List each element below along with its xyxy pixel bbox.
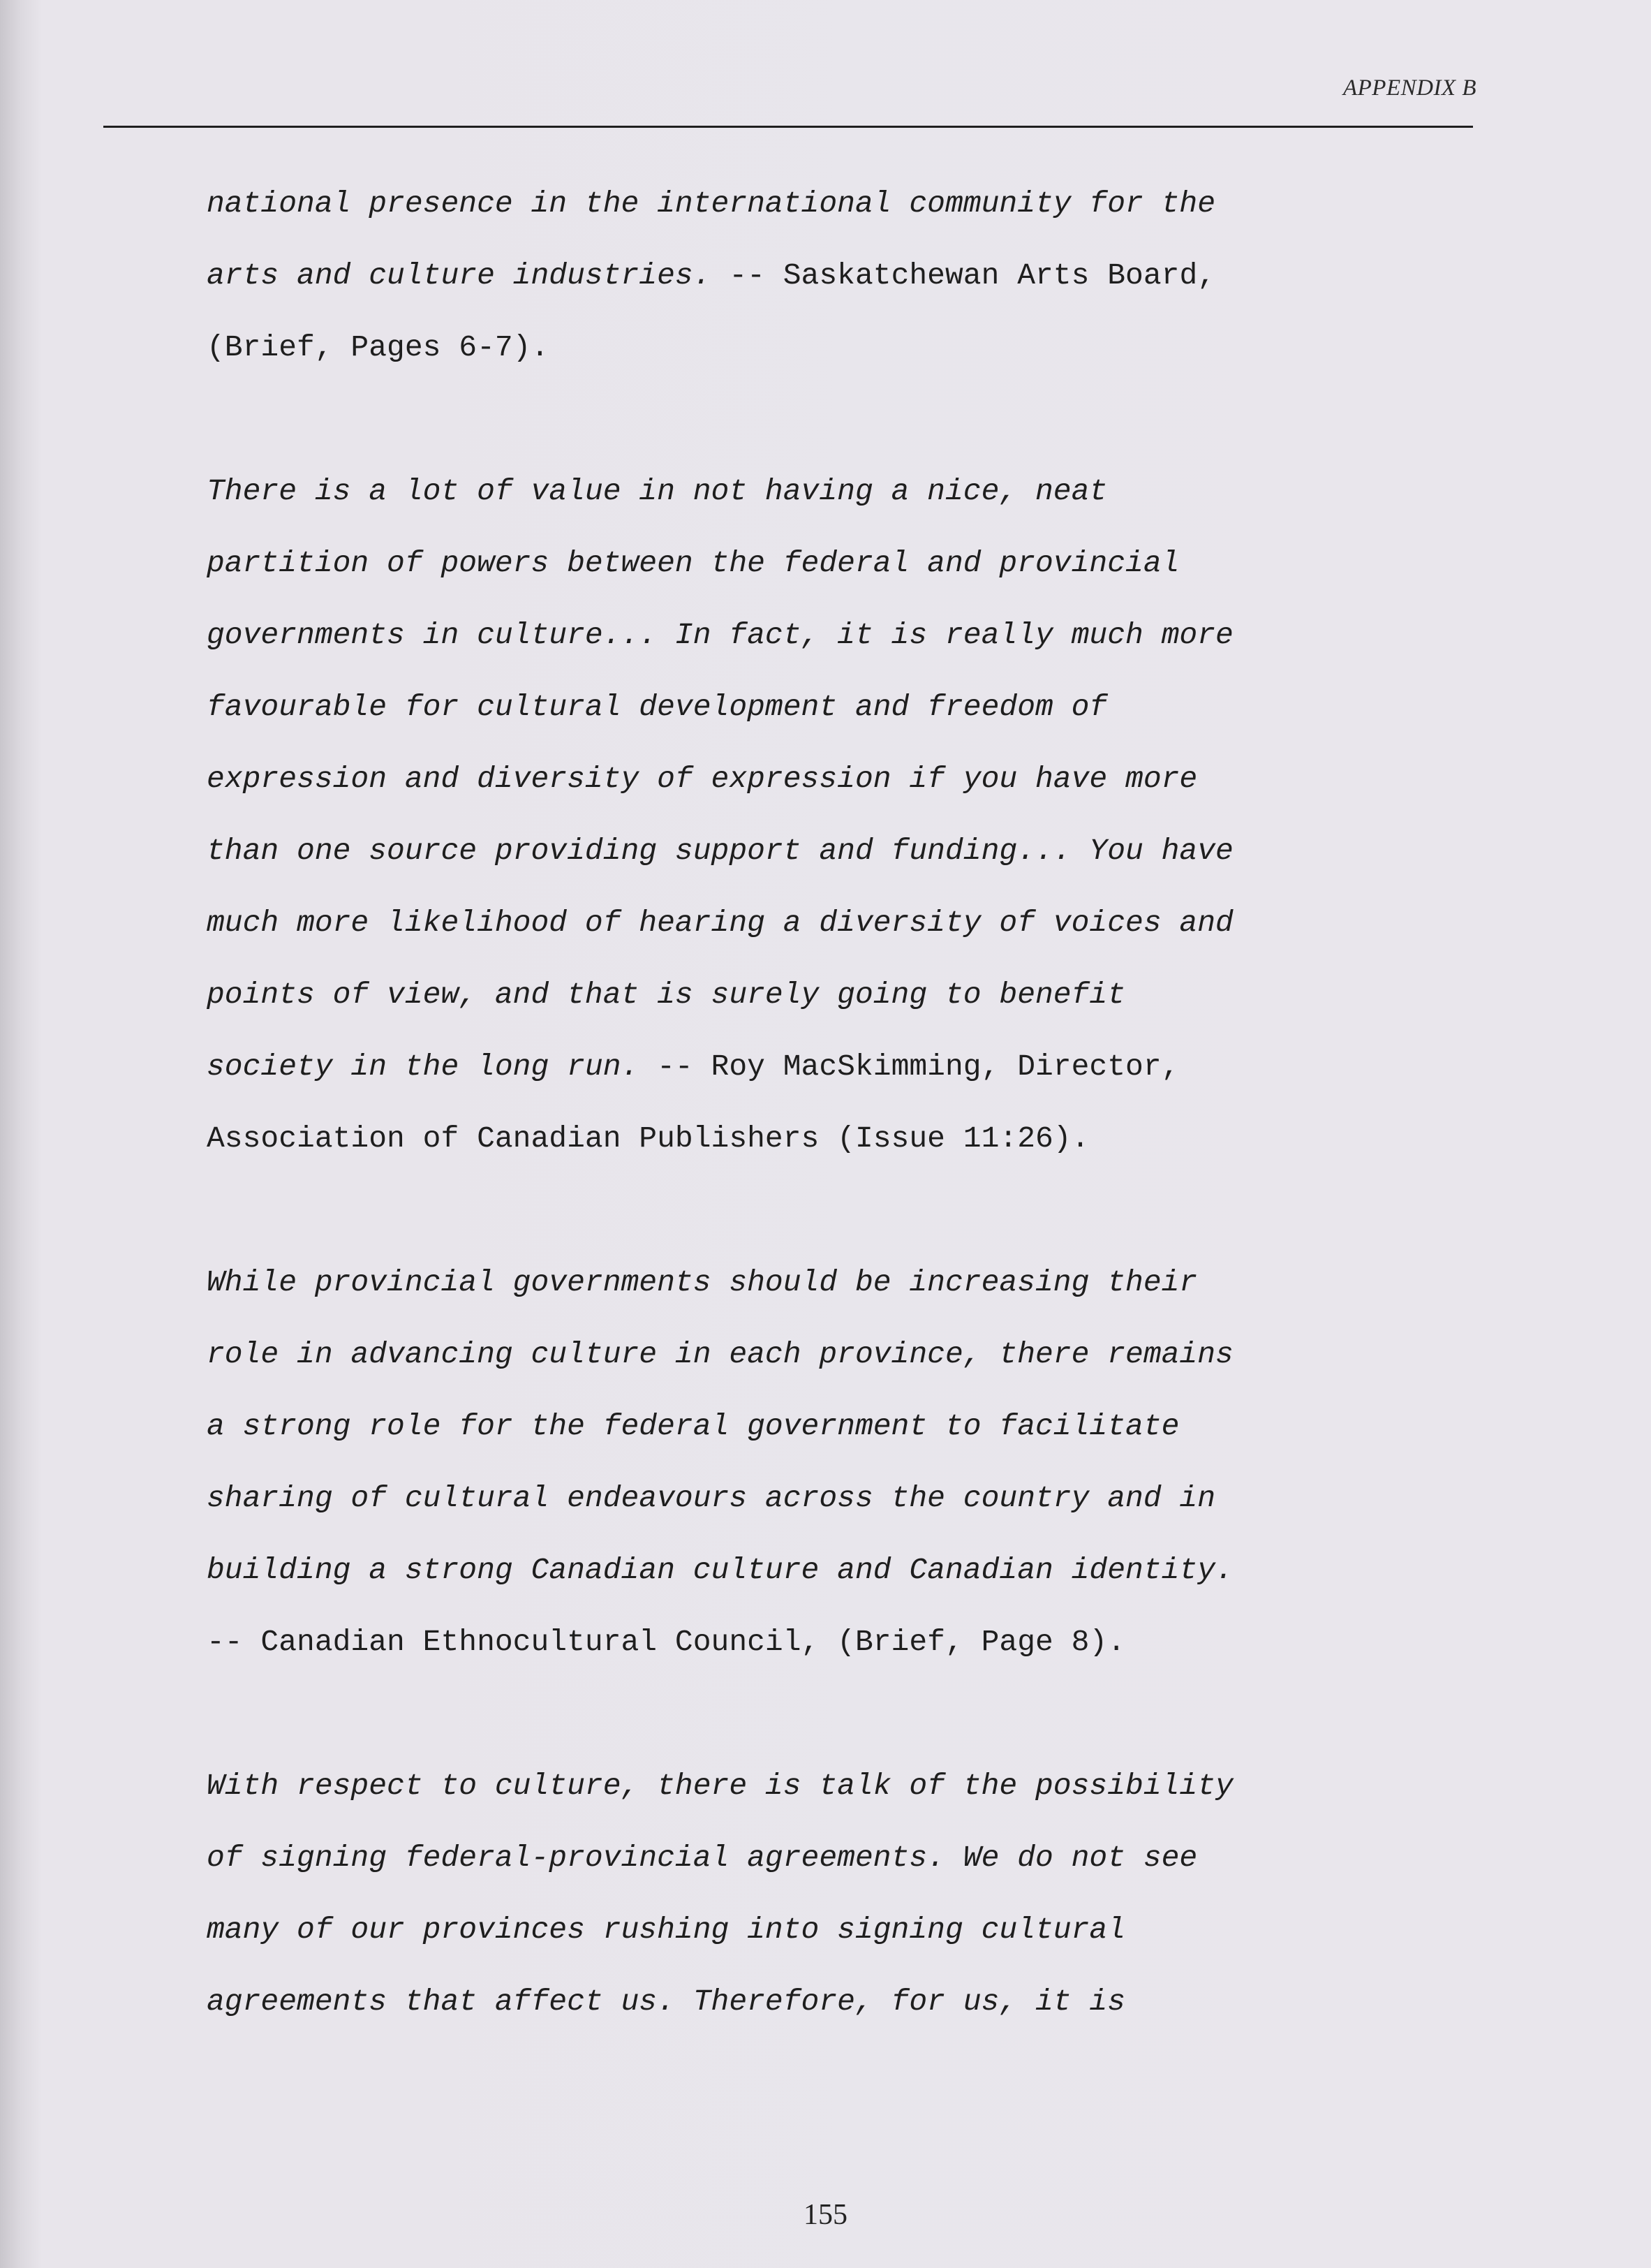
text-line: [207, 1318, 1407, 1390]
text-line: [207, 743, 1407, 815]
quote-text: arts and culture industries.: [207, 258, 711, 293]
quote-text: partition of powers between the federal and provincial: [207, 546, 1180, 580]
text-line: [207, 311, 1407, 383]
quote-text: much more likelihood of hearing a diversity of voices and: [207, 906, 1234, 940]
appendix-header: APPENDIX B: [1342, 75, 1476, 101]
header-rule: [103, 126, 1473, 128]
quote-text: With respect to culture, there is talk of the possibility: [207, 1769, 1234, 1803]
text-line: [207, 1966, 1407, 2038]
text-line: [207, 1031, 1407, 1103]
quote-text: society in the long run.: [207, 1050, 639, 1084]
text-line: [207, 1606, 1407, 1678]
text-line: [207, 815, 1407, 887]
quote-text: national presence in the international community for the: [207, 186, 1216, 221]
text-line: [207, 527, 1407, 599]
quote-text: than one source providing support and funding... You have: [207, 834, 1234, 868]
text-line: [207, 1822, 1407, 1894]
quote-text: role in advancing culture in each province, there remains: [207, 1337, 1234, 1371]
paragraph: [207, 1750, 1407, 2038]
quote-text: sharing of cultural endeavours across the country and in: [207, 1481, 1216, 1515]
paragraph: [207, 168, 1407, 383]
text-line: [207, 168, 1407, 240]
document-body: [207, 168, 1407, 2109]
quote-text: many of our provinces rushing into signing cultural: [207, 1913, 1126, 1947]
quote-text: points of view, and that is surely going to benefit: [207, 978, 1126, 1012]
attribution-text: -- Canadian Ethnocultural Council, (Brief, Page 8).: [207, 1625, 1126, 1659]
text-line: [207, 959, 1407, 1031]
text-line: [207, 1390, 1407, 1462]
text-line: [207, 887, 1407, 959]
text-line: [207, 1894, 1407, 1966]
attribution-text: -- Roy MacSkimming, Director,: [639, 1050, 1180, 1084]
text-line: [207, 599, 1407, 671]
quote-text: governments in culture... In fact, it is really much more: [207, 618, 1234, 652]
paragraph: [207, 1246, 1407, 1678]
text-line: [207, 1534, 1407, 1606]
text-line: [207, 1750, 1407, 1822]
quote-text: favourable for cultural development and freedom of: [207, 690, 1108, 724]
text-line: [207, 671, 1407, 743]
attribution-text: Association of Canadian Publishers (Issue 11:26).: [207, 1121, 1090, 1156]
page-number: 155: [804, 2199, 847, 2231]
quote-text: of signing federal-provincial agreements. We do not see: [207, 1841, 1198, 1875]
quote-text: agreements that affect us. Therefore, for us, it is: [207, 1984, 1126, 2019]
text-line: [207, 1103, 1407, 1174]
text-line: [207, 240, 1407, 311]
quote-text: There is a lot of value in not having a nice, neat: [207, 474, 1108, 508]
quote-text: While provincial governments should be increasing their: [207, 1265, 1198, 1299]
attribution-text: (Brief, Pages 6-7).: [207, 330, 549, 364]
text-line: [207, 1462, 1407, 1534]
text-line: [207, 1246, 1407, 1318]
attribution-text: -- Saskatchewan Arts Board,: [711, 258, 1216, 293]
quote-text: a strong role for the federal government to facilitate: [207, 1409, 1180, 1443]
quote-text: building a strong Canadian culture and Canadian identity.: [207, 1553, 1234, 1587]
paragraph: [207, 455, 1407, 1174]
quote-text: expression and diversity of expression if you have more: [207, 762, 1198, 796]
text-line: [207, 455, 1407, 527]
